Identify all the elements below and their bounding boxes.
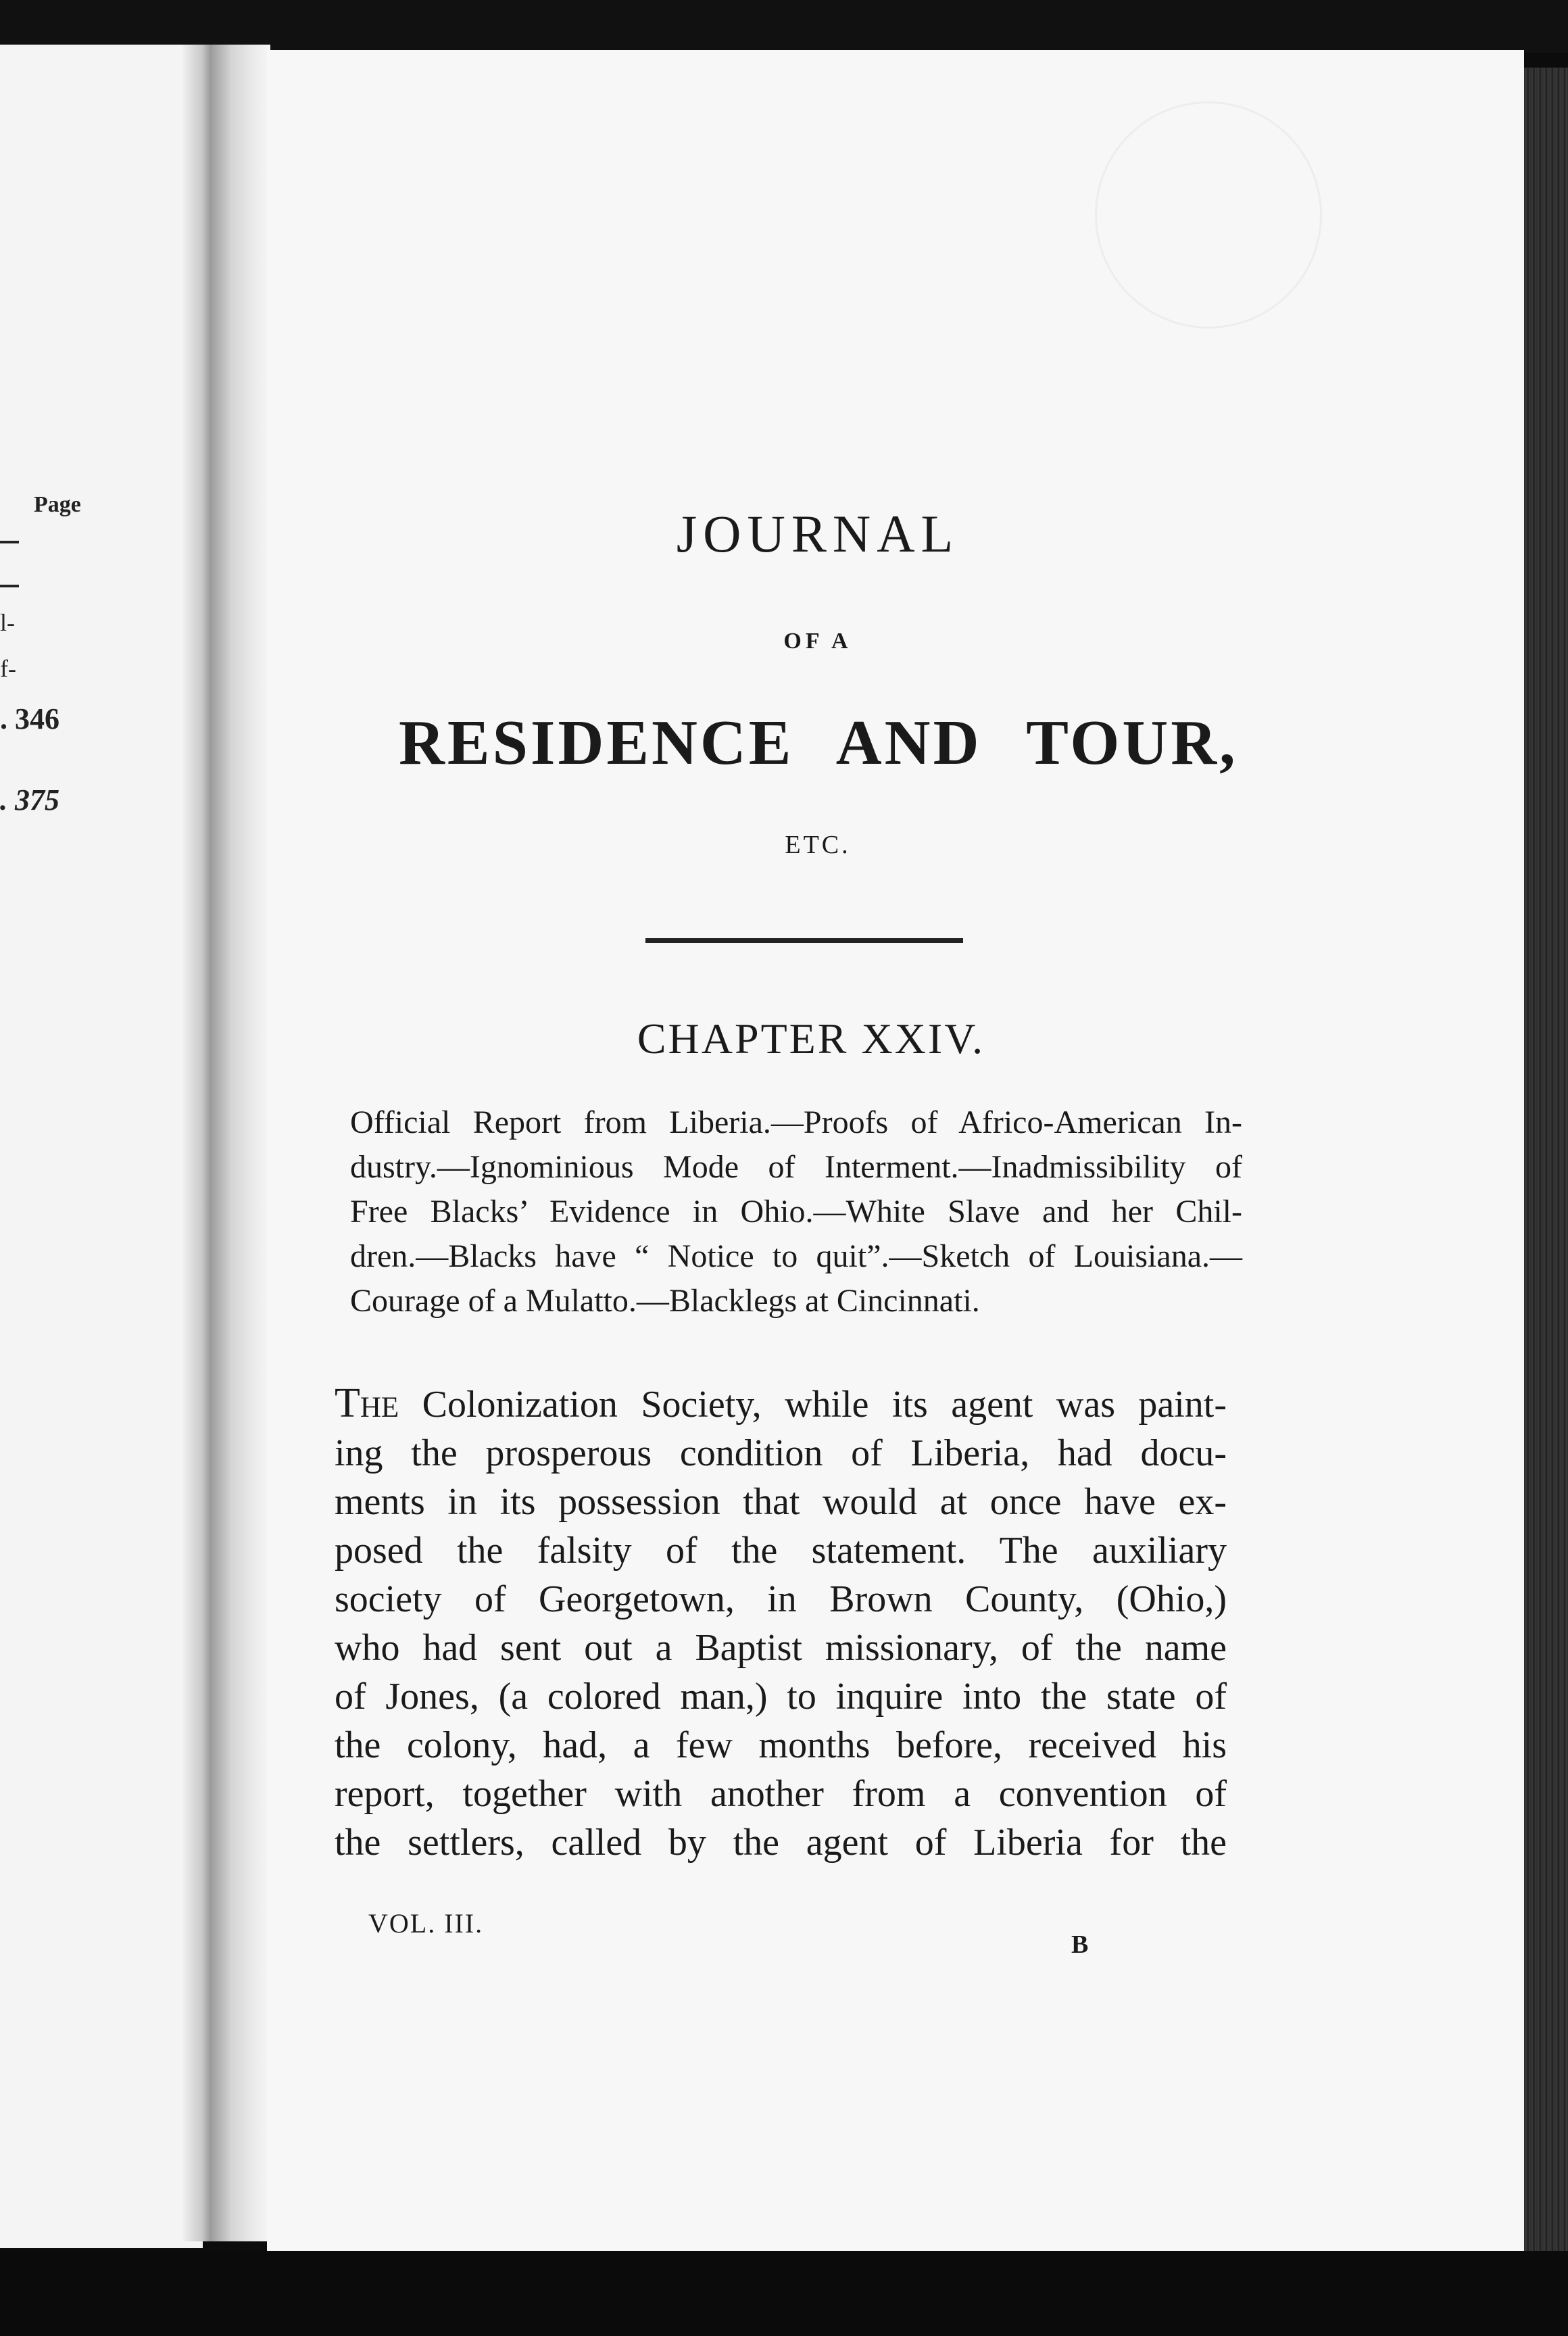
page-block-edge [1524, 68, 1568, 2264]
journal-heading: JOURNAL [676, 504, 960, 563]
previous-page-number: . 375 [0, 783, 59, 817]
body-line: posed the falsity of the statement. The auxiliary [335, 1530, 1227, 1572]
body-line: of Jones, (a colored man,) to inquire into the state of [335, 1676, 1227, 1718]
body-line-text: Colonization Society, while its agent was paint- [422, 1384, 1227, 1426]
body-line: the colony, had, a few months before, received his [335, 1724, 1227, 1766]
synopsis-line: Official Report from Liberia.—Proofs of Africo-American In- [350, 1104, 1242, 1140]
previous-page-fragment: l- [0, 609, 15, 636]
body-line [335, 1379, 1227, 1429]
previous-page-label: Page [34, 492, 81, 517]
book-gutter [182, 45, 270, 2241]
body-line: ments in its possession that would at once have ex- [335, 1481, 1227, 1523]
synopsis-line: dustry.—Ignominious Mode of Interment.—Inadmissibility of [350, 1149, 1242, 1185]
body-line: report, together with another from a convention of [335, 1773, 1227, 1815]
previous-page [0, 45, 203, 2248]
previous-page-fragment: f- [0, 655, 16, 682]
signature-mark: B [1071, 1930, 1089, 1959]
etc-heading: ETC. [785, 831, 851, 859]
body-line: the settlers, called by the agent of Liberia for the [335, 1822, 1227, 1864]
title-divider-rule [645, 938, 963, 943]
previous-page-number: . 346 [0, 702, 59, 735]
chapter-body-text [335, 1379, 1227, 1867]
library-stamp-mark [1095, 101, 1322, 328]
body-line: society of Georgetown, in Brown County, (Ohio,) [335, 1578, 1227, 1620]
of-a-heading: OF A [783, 629, 852, 654]
synopsis-line: dren.—Blacks have “ Notice to quit”.—Sketch of Louisiana.— [350, 1238, 1242, 1274]
book-title: RESIDENCE AND TOUR, [399, 708, 1238, 778]
synopsis-line: Courage of a Mulatto.—Blacklegs at Cincinnati. [350, 1283, 980, 1319]
body-line: who had sent out a Baptist missionary, of the name [335, 1627, 1227, 1669]
scan-bottom-border [0, 2251, 1568, 2336]
chapter-heading: CHAPTER XXIV. [637, 1015, 985, 1063]
chapter-synopsis [350, 1100, 1242, 1323]
synopsis-line: Free Blacks’ Evidence in Ohio.—White Slave and her Chil- [350, 1194, 1242, 1230]
body-line: ing the prosperous condition of Liberia, had docu- [335, 1432, 1227, 1474]
previous-page-rule [0, 585, 19, 587]
volume-footer: VOL. III. [368, 1908, 484, 1939]
previous-page-rule [0, 541, 19, 543]
body-first-word: The [335, 1380, 399, 1426]
